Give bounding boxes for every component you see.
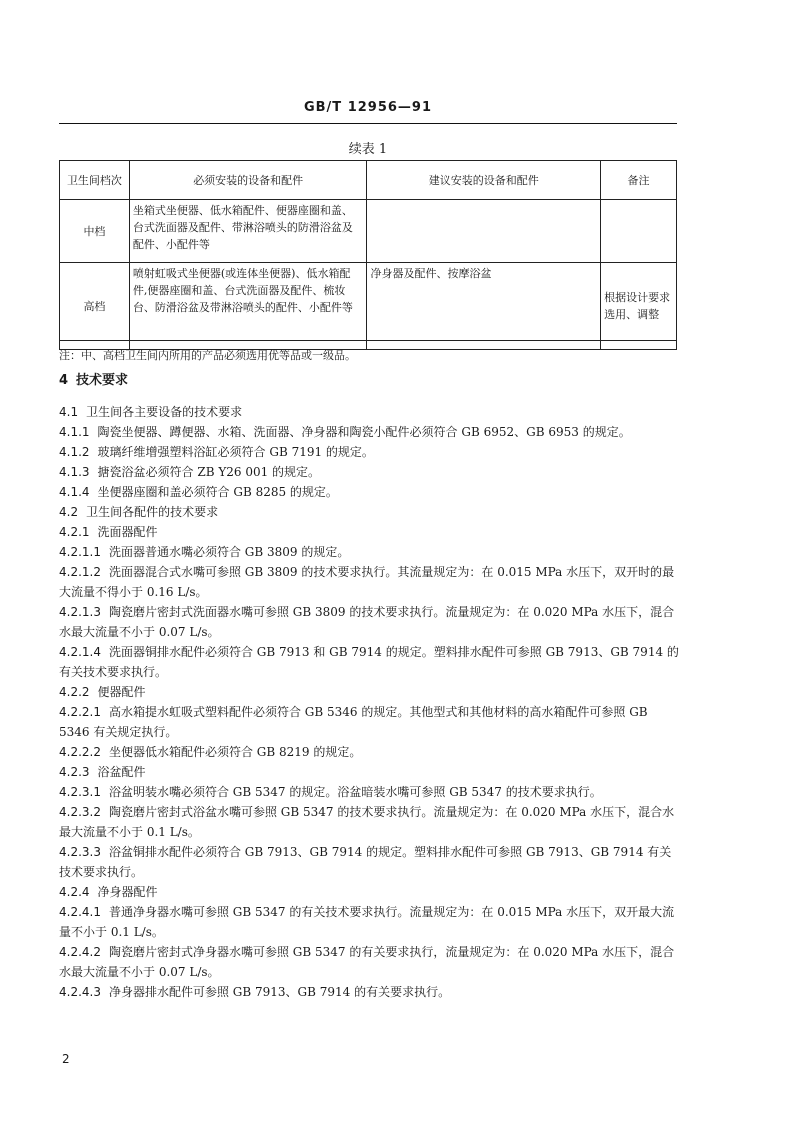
- clause: [59, 462, 681, 482]
- clause-number: 4.2.4: [59, 885, 90, 899]
- clause-number: 4.2.3: [59, 765, 90, 779]
- clause-text: 洗面器配件: [97, 525, 158, 539]
- clause-number: 4.2.3.2: [59, 805, 101, 819]
- clause: [59, 502, 681, 522]
- clause-text: 净身器排水配件可参照 GB 7913、GB 7914 的有关要求执行。: [108, 985, 451, 999]
- clause-text: 坐便器低水箱配件必须符合 GB 8219 的规定。: [108, 745, 362, 759]
- clause: [59, 402, 681, 422]
- page-number: 2: [62, 1052, 70, 1066]
- clause-number: 4.2.1.4: [59, 645, 101, 659]
- clause-number: 4.2.4.1: [59, 905, 101, 919]
- clause-number: 4.1.2: [59, 445, 90, 459]
- header-suggested: 建议安装的设备和配件: [367, 161, 601, 200]
- clause: [59, 602, 681, 642]
- clause: [59, 882, 681, 902]
- clause-number: 4.2.2.2: [59, 745, 101, 759]
- clause-number: 4.2.1: [59, 525, 90, 539]
- clause: [59, 682, 681, 702]
- clause-text: 便器配件: [97, 685, 146, 699]
- clause-number: 4.1.1: [59, 425, 90, 439]
- clause-text: 洗面器普通水嘴必须符合 GB 3809 的规定。: [108, 545, 350, 559]
- clause-text: 高水箱提水虹吸式塑料配件必须符合 GB 5346 的规定。其他型式和其他材料的高水箱配件可参照 GB 5346 有关规定执行。: [59, 705, 648, 739]
- clause-number: 4.2.3.1: [59, 785, 101, 799]
- clause: [59, 982, 681, 1002]
- clause: [59, 942, 681, 982]
- clause: [59, 542, 681, 562]
- clause-number: 4.2.1.3: [59, 605, 101, 619]
- clause: [59, 802, 681, 842]
- clause-text: 陶瓷磨片密封式净身器水嘴可参照 GB 5347 的有关要求执行，流量规定为：在 0.020 MPa 水压下，混合水最大流量不小于 0.07 L/s。: [59, 945, 675, 979]
- clause: [59, 522, 681, 542]
- row-suggested: 净身器及配件、按摩浴盆: [367, 263, 601, 350]
- table-note: 注：中、高档卫生间内所用的产品必须选用优等品或一级品。: [59, 340, 677, 363]
- clause-number: 4.2.1.2: [59, 565, 101, 579]
- row-grade: 中档: [60, 200, 130, 263]
- clause: [59, 702, 681, 742]
- table-header-row: [60, 161, 677, 200]
- clause-list: [59, 402, 681, 1002]
- row-remarks: 根据设计要求选用、调整: [601, 263, 677, 350]
- clause-number: 4.2.4.3: [59, 985, 101, 999]
- header-required: 必须安装的设备和配件: [129, 161, 367, 200]
- table-row: [60, 200, 677, 263]
- section-body: [59, 368, 681, 1002]
- equipment-table: [59, 160, 677, 350]
- clause: [59, 782, 681, 802]
- row-remarks: [601, 200, 677, 263]
- clause-text: 卫生间各配件的技术要求: [86, 505, 219, 519]
- clause: [59, 742, 681, 762]
- clause-text: 浴盆配件: [97, 765, 146, 779]
- clause-number: 4.1.3: [59, 465, 90, 479]
- row-required: 喷射虹吸式坐便器(或连体坐便器)、低水箱配件,便器座圈和盖、台式洗面器及配件、梳妆台、防滑浴盆及带淋浴喷头的配件、小配件等: [129, 263, 367, 350]
- section-number: 4: [59, 373, 69, 388]
- clause: [59, 482, 681, 502]
- row-grade: 高档: [60, 263, 130, 350]
- section-heading: [59, 368, 681, 394]
- clause: [59, 422, 681, 442]
- standard-code-header: GB/T 12956—91: [303, 100, 433, 115]
- clause-text: 普通净身器水嘴可参照 GB 5347 的有关技术要求执行。流量规定为：在 0.015 MPa 水压下，双开最大流量不小于 0.1 L/s。: [59, 905, 675, 939]
- clause-text: 陶瓷磨片密封式浴盆水嘴可参照 GB 5347 的技术要求执行。流量规定为：在 0.020 MPa 水压下，混合水最大流量不小于 0.1 L/s。: [59, 805, 675, 839]
- section-title: 技术要求: [76, 373, 129, 388]
- row-required: 坐箱式坐便器、低水箱配件、便器座圈和盖、台式洗面器及配件、带淋浴喷头的防滑浴盆及配件、小配件等: [129, 200, 367, 263]
- clause: [59, 562, 681, 602]
- clause-text: 玻璃纤维增强塑料浴缸必须符合 GB 7191 的规定。: [97, 445, 374, 459]
- clause: [59, 762, 681, 782]
- clause-number: 4.2.2: [59, 685, 90, 699]
- clause-number: 4.2: [59, 505, 79, 519]
- clause: [59, 642, 681, 682]
- clause-number: 4.2.1.1: [59, 545, 101, 559]
- clause-text: 坐便器座圈和盖必须符合 GB 8285 的规定。: [97, 485, 338, 499]
- clause-number: 4.1.4: [59, 485, 90, 499]
- table-caption: 续表 1: [348, 142, 388, 157]
- header-grade: 卫生间档次: [60, 161, 130, 200]
- clause: [59, 442, 681, 462]
- clause-text: 陶瓷坐便器、蹲便器、水箱、洗面器、净身器和陶瓷小配件必须符合 GB 6952、GB 6953 的规定。: [97, 425, 631, 439]
- clause-number: 4.2.2.1: [59, 705, 101, 719]
- clause-text: 搪瓷浴盆必须符合 ZB Y26 001 的规定。: [97, 465, 321, 479]
- clause: [59, 902, 681, 942]
- clause-text: 洗面器混合式水嘴可参照 GB 3809 的技术要求执行。其流量规定为：在 0.015 MPa 水压下，双开时的最大流量不得小于 0.16 L/s。: [59, 565, 675, 599]
- clause-text: 浴盆明装水嘴必须符合 GB 5347 的规定。浴盆暗装水嘴可参照 GB 5347 的技术要求执行。: [108, 785, 602, 799]
- clause: [59, 842, 681, 882]
- clause-text: 洗面器铜排水配件必须符合 GB 7913 和 GB 7914 的规定。塑料排水配件可参照 GB 7913、GB 7914 的有关技术要求执行。: [59, 645, 679, 679]
- clause-number: 4.2.4.2: [59, 945, 101, 959]
- clause-text: 浴盆铜排水配件必须符合 GB 7913、GB 7914 的规定。塑料排水配件可参照 GB 7913、GB 7914 有关技术要求执行。: [59, 845, 672, 879]
- header-remarks: 备注: [601, 161, 677, 200]
- clause-text: 陶瓷磨片密封式洗面器水嘴可参照 GB 3809 的技术要求执行。流量规定为：在 0.020 MPa 水压下，混合水最大流量不小于 0.07 L/s。: [59, 605, 675, 639]
- clause-text: 卫生间各主要设备的技术要求: [86, 405, 243, 419]
- row-suggested: [367, 200, 601, 263]
- clause-number: 4.1: [59, 405, 79, 419]
- clause-number: 4.2.3.3: [59, 845, 101, 859]
- clause-text: 净身器配件: [97, 885, 158, 899]
- header-rule: [59, 123, 677, 124]
- table-row: [60, 263, 677, 350]
